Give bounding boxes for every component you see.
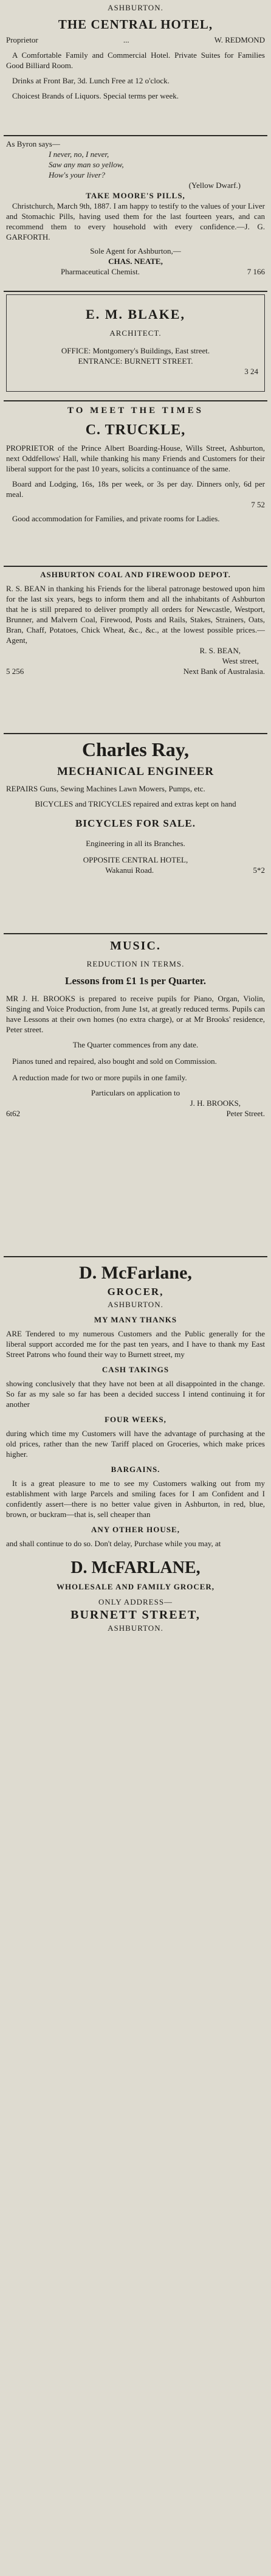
ray-name: Charles Ray, <box>82 738 189 760</box>
truckle-body: PROPRIETOR of the Prince Albert Boarding-House, Wills Street, Ashburton, next Oddfellows' Hall, while thanking his many Friends and Customers for their liberal support for the past 10 years, solicits a continuance of the same. <box>6 443 265 473</box>
coal-body: R. S. BEAN in thanking his Friends for the liberal patronage bestowed upon him for the last six years, begs to inform them and all the inhabitants of Ashburton that he is still prepared to deliver promptly all orders for Newcastle, Westport, Brunner, and Malvern Coal, Firewood, Posts and Rails, Stakes, Strainers, Oats, Bran, Chaff, Potatoes, Chick Wheat, &c., &c., at the lowest possible prices.—Agent, <box>6 584 265 645</box>
truckle-ref: 7 52 <box>251 500 265 509</box>
truckle-ad <box>6 404 265 524</box>
pills-agent: Sole Agent for Ashburton,— <box>90 246 181 255</box>
divider <box>4 1256 267 1257</box>
central-hotel-ad <box>6 2 265 101</box>
mcfarlane-town-2: ASHBURTON. <box>108 1623 163 1633</box>
ray-repairs: REPAIRS Guns, Sewing Machines Lawn Mowers, Pumps, etc. <box>6 784 205 793</box>
ray-for-sale: BICYCLES FOR SALE. <box>75 818 196 829</box>
mcfarlane-town: ASHBURTON. <box>108 1300 163 1309</box>
truckle-accommodation: Good accommodation for Families, and private rooms for Ladies. <box>12 514 220 523</box>
pills-verse-4: (Yellow Dwarf.) <box>188 181 241 190</box>
music-body: MR J. H. BROOKS is prepared to receive pupils for Piano, Organ, Violin, Singing and Voice Production, from June 1st, at greatly reduced terms. Pupils can have Lessons at their own homes (no extra charge), or at Mr Brooks' residence, Peter street. <box>6 994 265 1034</box>
music-ref: 6t62 <box>6 1109 21 1118</box>
pills-headline: TAKE MOORE'S PILLS, <box>86 191 185 200</box>
divider <box>4 566 267 567</box>
charles-ray-ad <box>6 737 265 875</box>
truckle-name: C. TRUCKLE, <box>85 422 186 438</box>
blake-title: ARCHITECT. <box>109 328 162 338</box>
coal-bank: Next Bank of Australasia. <box>183 667 265 676</box>
coal-depot-ad <box>6 569 265 676</box>
truckle-terms: Board and Lodging, 16s, 18s per week, or 3s per day. Dinners only, 6d per meal. <box>6 479 265 499</box>
blake-ref: 3 24 <box>244 367 258 376</box>
mcfarlane-street: BURNETT STREET, <box>70 1608 201 1622</box>
truckle-heading: TO MEET THE TIMES <box>67 406 204 415</box>
mcfarlane-paragraph-1: ARE Tendered to my numerous Customers and the Public generally for the liberal support accorded me for the past ten years, and I have to thank my East Street Patrons who found their way to Burnett street, my <box>6 1329 265 1359</box>
hotel-description: A Comfortable Family and Commercial Hotel. Private Suites for Families Good Billiard Room. <box>6 50 265 70</box>
proprietor-dots: ... <box>123 35 129 44</box>
mcfarlane-four-weeks: FOUR WEEKS, <box>105 1415 166 1424</box>
hotel-liquors: Choicest Brands of Liquors. Special terms per week. <box>12 91 179 100</box>
divider <box>4 733 267 734</box>
music-quarter: The Quarter commences from any date. <box>72 1040 199 1049</box>
hotel-drinks: Drinks at Front Bar, 3d. Lunch Free at 12 o'clock. <box>12 76 170 85</box>
divider <box>4 135 267 136</box>
music-pianos: Pianos tuned and repaired, also bought and sold on Commission. <box>12 1057 217 1066</box>
mcfarlane-only-address: ONLY ADDRESS— <box>98 1597 173 1606</box>
blake-entrance: ENTRANCE: BURNETT STREET. <box>78 356 193 366</box>
proprietor-label: Proprietor <box>6 35 38 44</box>
pills-verse-3: How's your liver? <box>49 170 106 179</box>
ray-engineering: Engineering in all its Branches. <box>86 839 185 848</box>
pills-chemist-title: Pharmaceutical Chemist. <box>61 267 140 276</box>
hotel-title: THE CENTRAL HOTEL, <box>58 17 213 32</box>
coal-heading: ASHBURTON COAL AND FIREWOOD DEPOT. <box>40 570 231 579</box>
ray-address-1: OPPOSITE CENTRAL HOTEL, <box>83 855 188 864</box>
music-family: A reduction made for two or more pupils in one family. <box>12 1073 187 1082</box>
mcfarlane-wholesale: WHOLESALE AND FAMILY GROCER, <box>56 1582 215 1591</box>
pills-verse-1: I never, no, I never, <box>49 150 109 159</box>
music-subtitle: REDUCTION IN TERMS. <box>86 959 185 968</box>
mcfarlane-paragraph-4: It is a great pleasure to me to see my Customers walking out from my establishment with large Parcels and smiling faces for I am Confident and I confidently assert—there is no better value given in Ashburton, in red, blue, brown, or buckram—that is, sell cheaper than <box>6 1479 265 1519</box>
ray-title: MECHANICAL ENGINEER <box>57 765 214 778</box>
mcfarlane-paragraph-3: during which time my Customers will have the advantage of purchasing at the old prices, rather than the new Tariff placed on Groceries, which make prices higher. <box>6 1429 265 1459</box>
coal-sig-street: West street, <box>222 656 259 665</box>
mcfarlane-grocer: GROCER, <box>107 1286 164 1297</box>
blake-ad <box>6 294 265 392</box>
mcfarlane-cash: CASH TAKINGS <box>101 1365 170 1374</box>
moores-pills-ad <box>6 139 265 277</box>
music-sig-name: J. H. BROOKS, <box>190 1099 241 1108</box>
ray-bicycles: BICYCLES and TRICYCLES repaired and extras kept on hand <box>35 799 236 808</box>
mcfarlane-bargains: BARGAINS. <box>111 1465 160 1474</box>
music-ad <box>6 938 265 1119</box>
ray-ref: 5*2 <box>253 866 265 875</box>
proprietor-name: W. REDMOND <box>214 35 265 44</box>
ray-address-2: Wakanui Road. <box>105 866 154 875</box>
divider <box>4 291 267 292</box>
mcfarlane-name: D. McFarlane, <box>79 1263 192 1283</box>
mcfarlane-final-name: D. McFARLANE, <box>70 1558 201 1577</box>
pills-ref: 7 166 <box>247 267 265 276</box>
pills-chemist-name: CHAS. NEATE, <box>108 257 163 266</box>
mcfarlane-paragraph-5: and shall continue to do so. Don't delay, Purchase while you may, at <box>6 1539 221 1548</box>
music-title: MUSIC. <box>110 939 161 953</box>
mcfarlane-paragraph-2: showing conclusively that they have not been at all disappointed in the change. So far as my sale so far has been a decided success I intend continuing it for another <box>6 1379 265 1409</box>
divider <box>4 933 267 934</box>
pills-verse-2: Saw any man so yellow, <box>49 160 124 169</box>
blake-name: E. M. BLAKE, <box>86 307 185 322</box>
pills-intro: As Byron says— <box>6 139 60 148</box>
hotel-proprietor-line <box>6 35 265 45</box>
coal-sig-name: R. S. BEAN, <box>199 646 241 655</box>
mcfarlane-other-house: ANY OTHER HOUSE, <box>91 1525 180 1534</box>
music-sig-street: Peter Street. <box>226 1109 265 1118</box>
coal-ref: 5 256 <box>6 667 24 676</box>
pills-body: Christchurch, March 9th, 1887. I am happy to testify to the values of your Liver and Stomachic Pills, having used them for the last fourteen years, and can recommend them to every household with every confidence.—J. G. GARFORTH. <box>6 201 265 241</box>
hotel-town: ASHBURTON. <box>108 3 163 12</box>
mcfarlane-ad <box>6 1262 265 1633</box>
divider <box>4 400 267 401</box>
music-lessons: Lessons from £1 1s per Quarter. <box>64 975 206 987</box>
blake-office: OFFICE: Montgomery's Buildings, East street. <box>61 346 210 355</box>
mcfarlane-thanks: MY MANY THANKS <box>94 1315 177 1324</box>
music-particulars: Particulars on application to <box>91 1088 180 1097</box>
